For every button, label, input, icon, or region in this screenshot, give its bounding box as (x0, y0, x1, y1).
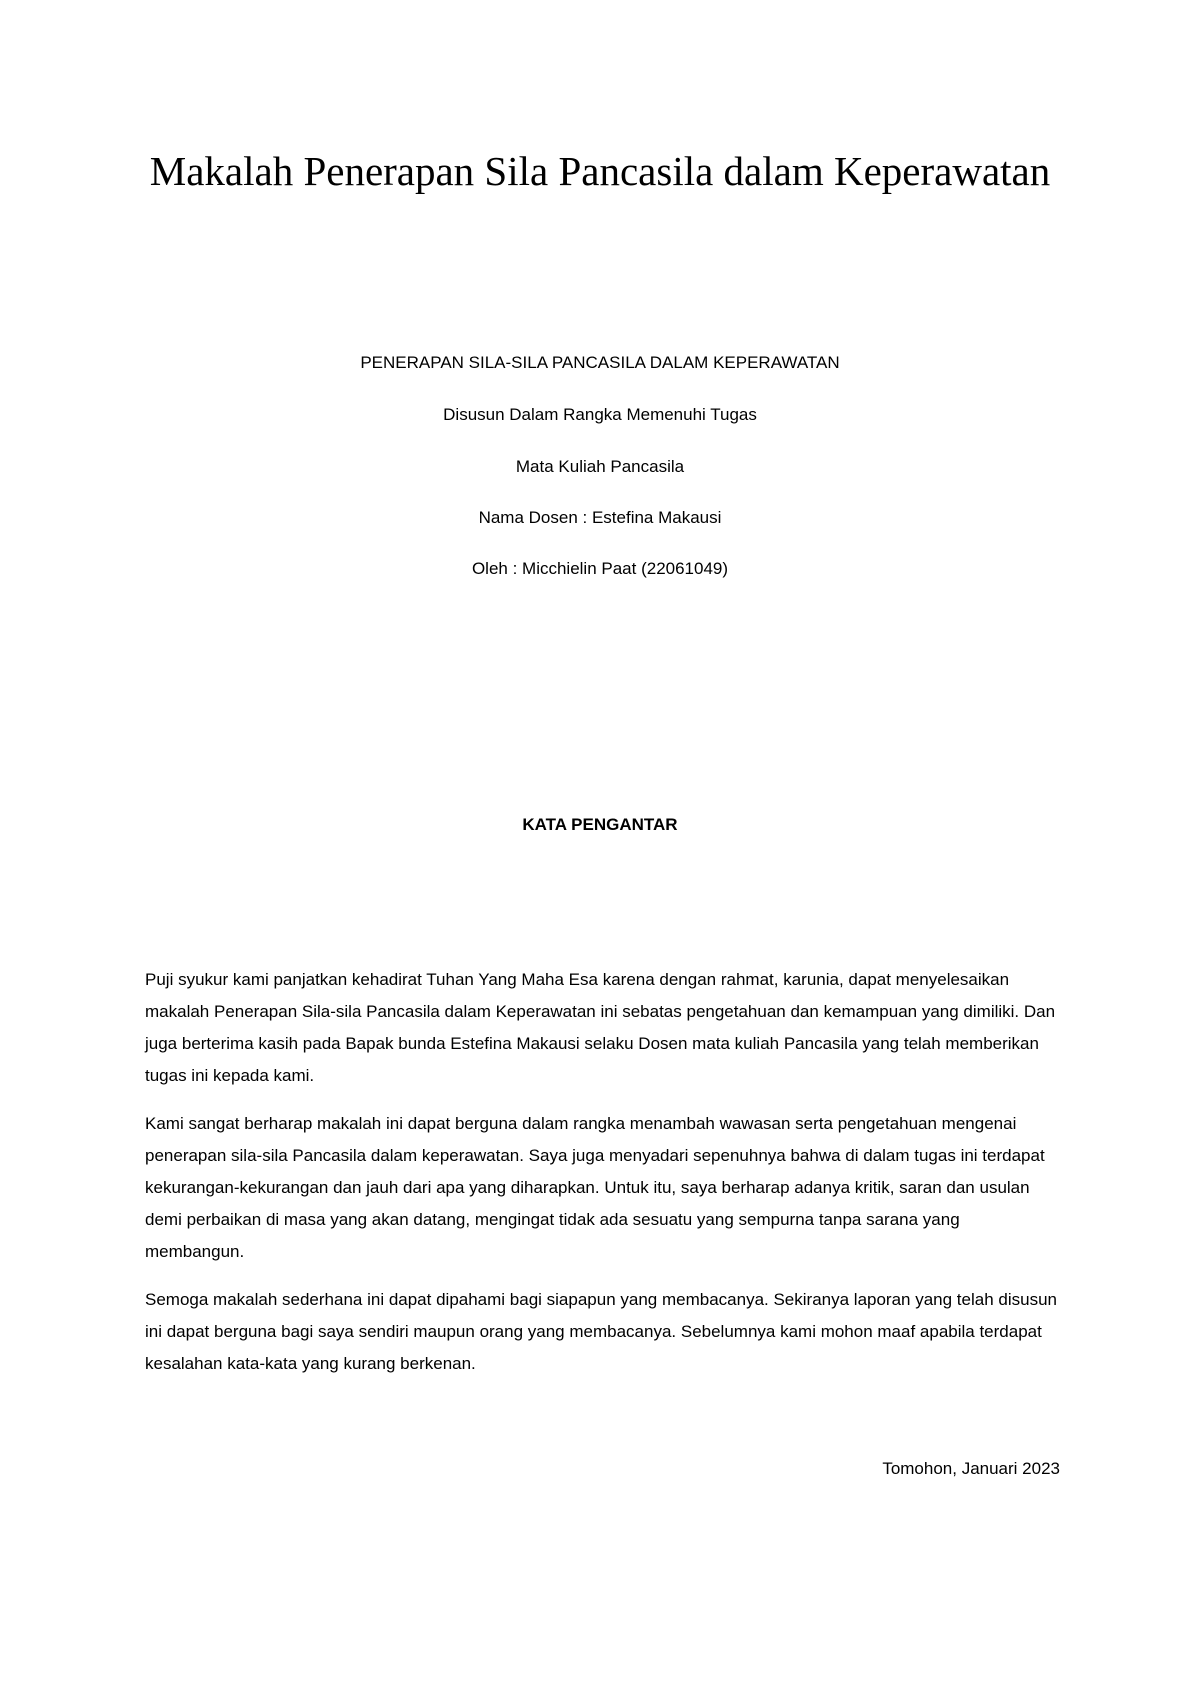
place-date: Tomohon, Januari 2023 (882, 1459, 1060, 1478)
cover-lecturer: Nama Dosen : Estefina Makausi (478, 508, 722, 527)
cover-heading: PENERAPAN SILA-SILA PANCASILA DALAM KEPERAWATAN (360, 353, 840, 372)
cover-purpose: Disusun Dalam Rangka Memenuhi Tugas (443, 405, 757, 424)
cover-author: Oleh : Micchielin Paat (22061049) (471, 559, 729, 578)
cover-course: Mata Kuliah Pancasila (515, 457, 685, 476)
preface-paragraph-2: Kami sangat berharap makalah ini dapat berguna dalam rangka menambah wawasan serta pengetahuan mengenai penerapan sila-sila Pancasila dalam keperawatan. Saya juga menyadari sepenuhnya bahwa di dalam tugas ini terdapat kekurangan-kekurangan dan jauh dari apa yang diharapkan. Untuk itu, saya berharap adanya kritik, saran dan usulan demi perbaikan di masa yang akan datang, mengingat tidak ada sesuatu yang sempurna tanpa sarana yang membangun. (145, 1114, 1045, 1261)
preface-paragraph-1: Puji syukur kami panjatkan kehadirat Tuhan Yang Maha Esa karena dengan rahmat, karunia, dapat menyelesaikan makalah Penerapan Sila-sila Pancasila dalam Keperawatan ini sebatas pengetahuan dan kemampuan yang dimiliki. Dan juga berterima kasih pada Bapak bunda Estefina Makausi selaku Dosen mata kuliah Pancasila yang telah memberikan tugas ini kepada kami. (145, 970, 1056, 1085)
document-title: Makalah Penerapan Sila Pancasila dalam Keperawatan (149, 148, 1051, 194)
preface-heading: KATA PENGANTAR (522, 815, 678, 834)
preface-paragraph-3: Semoga makalah sederhana ini dapat dipahami bagi siapapun yang membacanya. Sekiranya laporan yang telah disusun ini dapat berguna bagi saya sendiri maupun orang yang membacanya. Sebelumnya kami mohon maaf apabila terdapat kesalahan kata-kata yang kurang berkenan. (145, 1290, 1057, 1373)
